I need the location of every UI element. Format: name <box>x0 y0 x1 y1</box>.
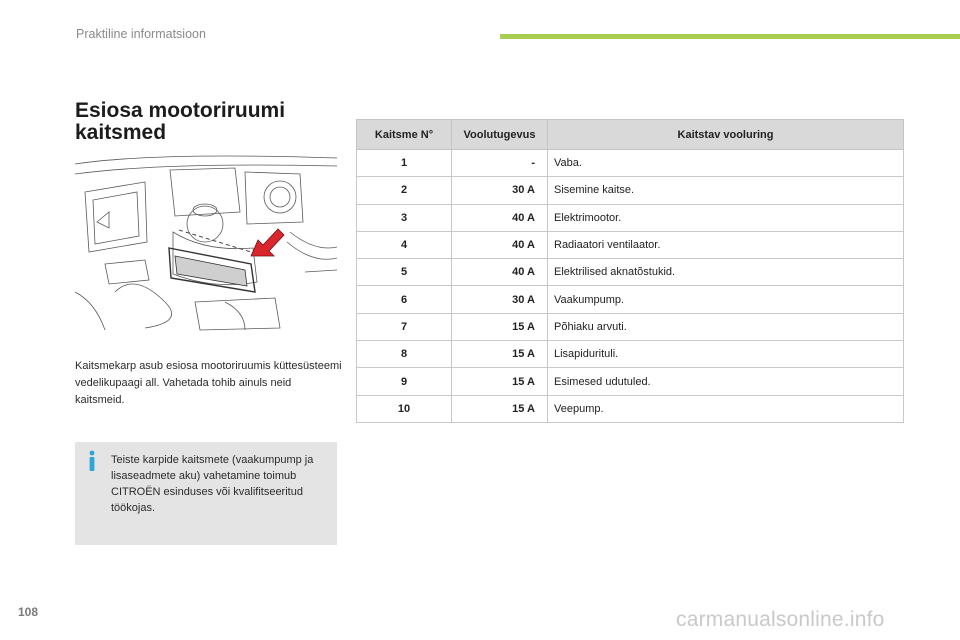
fuse-number: 4 <box>357 231 452 258</box>
fuse-amperage: 40 A <box>452 204 548 231</box>
engine-bay-illustration <box>75 152 337 332</box>
fuse-circuit: Elektrimootor. <box>548 204 904 231</box>
red-arrow-icon <box>251 229 284 256</box>
table-row <box>357 341 904 368</box>
info-text: Teiste karpide kaitsmete (vaakumpump ja lisaseadmete aku) vahetamine toimub CITROËN esinduses või kvalifitseeritud töökojas. <box>111 454 314 514</box>
fuse-amperage: 40 A <box>452 231 548 258</box>
info-icon <box>87 450 97 472</box>
table-row <box>357 177 904 204</box>
table-row <box>357 231 904 258</box>
page-number: 108 <box>18 605 39 619</box>
table-row <box>357 150 904 177</box>
watermark: carmanualsonline.info <box>676 608 885 631</box>
column-header-fuse-number: Kaitsme N° <box>357 120 452 150</box>
fuse-circuit: Sisemine kaitse. <box>548 177 904 204</box>
table-row <box>357 286 904 313</box>
fuse-circuit: Elektrilised aknatõstukid. <box>548 259 904 286</box>
column-header-circuit: Kaitstav vooluring <box>548 120 904 150</box>
table-row <box>357 395 904 422</box>
info-box <box>75 442 337 545</box>
fuse-amperage: 15 A <box>452 341 548 368</box>
fuse-number: 7 <box>357 313 452 340</box>
fuse-number: 9 <box>357 368 452 395</box>
table-row <box>357 204 904 231</box>
table-row <box>357 368 904 395</box>
section-title: Praktiline informatsioon <box>76 27 206 41</box>
table-header-row <box>357 120 904 150</box>
fuse-number: 6 <box>357 286 452 313</box>
fuse-amperage: - <box>452 150 548 177</box>
fuse-amperage: 30 A <box>452 177 548 204</box>
page-title-line-1: Esiosa mootoriruumi <box>75 99 286 122</box>
table-row <box>357 259 904 286</box>
page-title <box>75 100 335 144</box>
column-header-amperage: Voolutugevus <box>452 120 548 150</box>
accent-bar <box>500 34 960 39</box>
fuse-circuit: Radiaatori ventilaator. <box>548 231 904 258</box>
fuse-number: 8 <box>357 341 452 368</box>
fuse-amperage: 40 A <box>452 259 548 286</box>
fuse-circuit: Vaba. <box>548 150 904 177</box>
page-title-line-2: kaitsmed <box>75 121 167 144</box>
fuse-circuit: Veepump. <box>548 395 904 422</box>
fuse-number: 10 <box>357 395 452 422</box>
fuse-number: 3 <box>357 204 452 231</box>
fuse-amperage: 15 A <box>452 395 548 422</box>
fuse-circuit: Esimesed udutuled. <box>548 368 904 395</box>
table-row <box>357 313 904 340</box>
fuse-amperage: 15 A <box>452 313 548 340</box>
fuse-circuit: Lisapidurituli. <box>548 341 904 368</box>
fuse-table <box>356 119 904 423</box>
fuse-circuit: Põhiaku arvuti. <box>548 313 904 340</box>
fuse-number: 2 <box>357 177 452 204</box>
intro-text: Kaitsmekarp asub esiosa mootoriruumis küttesüsteemi vedelikupaagi all. Vahetada tohib ainuls neid kaitsmeid. <box>75 360 342 406</box>
fuse-amperage: 30 A <box>452 286 548 313</box>
fuse-number: 5 <box>357 259 452 286</box>
fuse-circuit: Vaakumpump. <box>548 286 904 313</box>
fuse-number: 1 <box>357 150 452 177</box>
fuse-amperage: 15 A <box>452 368 548 395</box>
